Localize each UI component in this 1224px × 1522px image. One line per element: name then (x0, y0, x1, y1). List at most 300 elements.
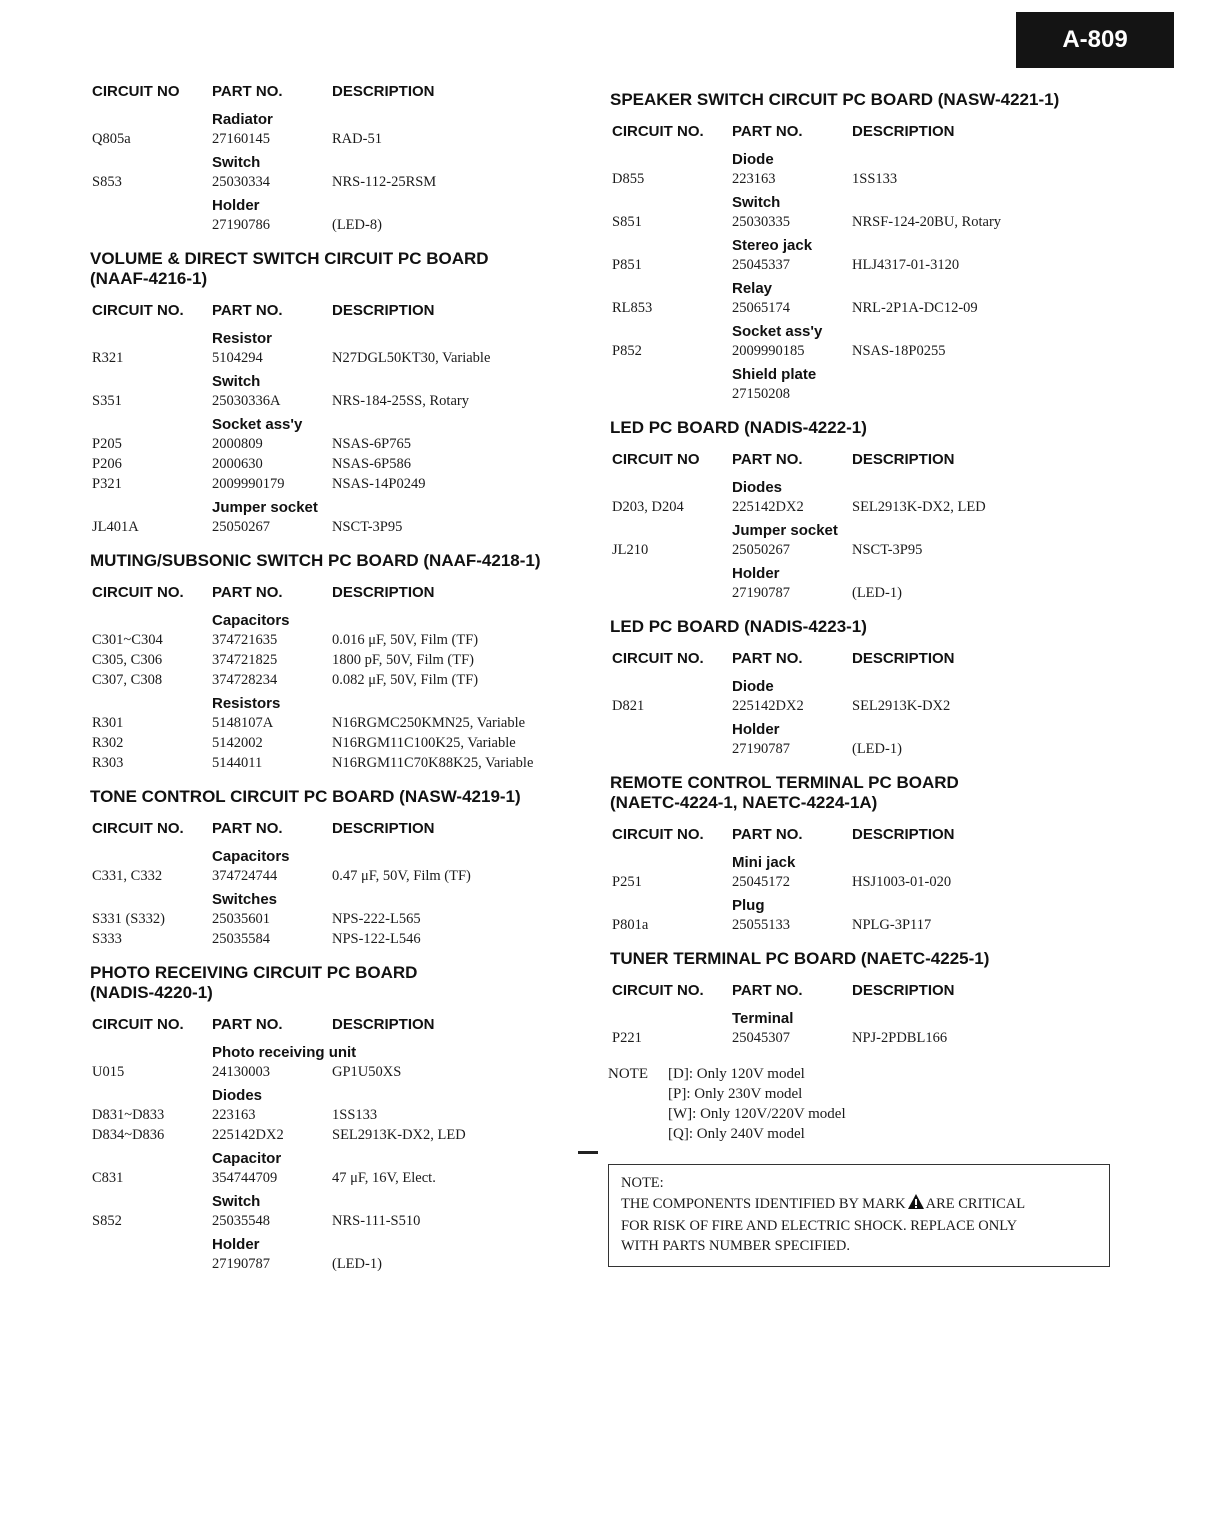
part-row (88, 866, 584, 886)
part-no: 2000630 (212, 456, 263, 472)
parts-list (608, 853, 1098, 935)
description: NPJ-2PDBL166 (852, 1030, 948, 1046)
description: NSCT-3P95 (332, 519, 403, 535)
left-column (88, 82, 584, 1288)
description: 0.082 μF, 50V, Film (TF) (332, 672, 479, 688)
circuit-no: D831~D833 (92, 1107, 165, 1123)
part-group (608, 521, 1098, 560)
section-title-line: PHOTO RECEIVING CIRCUIT PC BOARD (90, 963, 418, 982)
group-heading: Switch (212, 1193, 261, 1210)
part-group (88, 153, 584, 192)
part-no: 25035601 (212, 911, 270, 927)
circuit-no: C331, C332 (92, 868, 163, 884)
group-heading: Switch (212, 154, 261, 171)
part-no: 25035584 (212, 931, 270, 947)
circuit-no: C307, C308 (92, 672, 163, 688)
section-title (610, 949, 1098, 969)
section-title-line: LED PC BOARD (NADIS-4223-1) (610, 617, 867, 636)
warning-line: WITH PARTS NUMBER SPECIFIED. (621, 1238, 851, 1254)
part-row (608, 497, 1098, 517)
part-row (88, 1105, 584, 1125)
section-title (610, 418, 1098, 438)
part-row (88, 909, 584, 929)
description: 1SS133 (852, 171, 898, 187)
circuit-no: S853 (92, 174, 122, 190)
group-heading: Plug (732, 897, 765, 914)
part-row (608, 384, 1098, 404)
part-group (608, 365, 1098, 404)
part-row (88, 474, 584, 494)
circuit-no: JL401A (92, 519, 139, 535)
group-heading: Diodes (212, 1087, 263, 1104)
column-headers (608, 981, 1098, 1001)
header-description: DESCRIPTION (852, 451, 955, 468)
group-heading: Diodes (732, 479, 783, 496)
part-group (608, 677, 1098, 716)
column-headers (88, 1015, 584, 1035)
description: NRS-111-S510 (332, 1213, 421, 1229)
description (848, 384, 1098, 404)
circuit-no: S852 (92, 1213, 122, 1229)
part-no: 5144011 (212, 755, 263, 771)
description: HLJ4317-01-3120 (852, 257, 960, 273)
part-no: 25045172 (732, 874, 790, 890)
circuit-no: C301~C304 (92, 632, 163, 648)
part-no: 24130003 (212, 1064, 270, 1080)
part-no: 25045337 (732, 257, 790, 273)
section-title (610, 90, 1098, 110)
circuit-no (608, 583, 728, 603)
circuit-no: R301 (92, 715, 124, 731)
warning-line (621, 1193, 1097, 1216)
header-part: PART NO. (212, 1016, 283, 1033)
part-no: 225142DX2 (732, 698, 804, 714)
group-heading: Stereo jack (732, 237, 813, 254)
circuit-no: C305, C306 (92, 652, 163, 668)
part-row (608, 341, 1098, 361)
part-group (88, 890, 584, 949)
circuit-no: S331 (S332) (92, 911, 165, 927)
pc-board-section (608, 773, 1098, 935)
part-no: 27190787 (732, 741, 790, 757)
header-description: DESCRIPTION (332, 820, 435, 837)
part-row (88, 630, 584, 650)
description: NSAS-14P0249 (332, 476, 426, 492)
description: (LED-8) (332, 217, 382, 233)
part-row (608, 696, 1098, 716)
header-circuit: CIRCUIT NO. (612, 982, 704, 999)
part-group (88, 372, 584, 411)
group-heading: Photo receiving unit (212, 1044, 357, 1061)
parts-list (608, 478, 1098, 603)
note-line: [W]: Only 120V/220V model (668, 1106, 846, 1122)
left-top-section (88, 82, 584, 235)
section-title-line: (NAETC-4224-1, NAETC-4224-1A) (610, 793, 878, 812)
pc-board-section (608, 617, 1098, 759)
header-circuit: CIRCUIT NO. (92, 584, 184, 601)
description: N16RGM11C70K88K25, Variable (332, 755, 534, 771)
part-group (608, 896, 1098, 935)
part-group (608, 478, 1098, 517)
notes-label: NOTE (608, 1066, 648, 1082)
header-circuit: CIRCUIT NO. (92, 302, 184, 319)
part-row (608, 583, 1098, 603)
part-row (608, 739, 1098, 759)
header-description: DESCRIPTION (852, 123, 955, 140)
description: 1SS133 (332, 1107, 378, 1123)
part-group (88, 110, 584, 149)
group-heading: Jumper socket (212, 499, 318, 516)
header-description: DESCRIPTION (332, 1016, 435, 1033)
pc-board-section (88, 787, 584, 949)
part-row (608, 1028, 1098, 1048)
column-headers (608, 450, 1098, 470)
group-heading: Radiator (212, 111, 273, 128)
circuit-no: R302 (92, 735, 124, 751)
parts-list (608, 677, 1098, 759)
part-group (88, 1192, 584, 1231)
warning-line: FOR RISK OF FIRE AND ELECTRIC SHOCK. REPLACE ONLY (621, 1218, 1018, 1234)
part-group (608, 564, 1098, 603)
part-no: 2009990179 (212, 476, 285, 492)
part-row (88, 129, 584, 149)
group-heading: Switch (732, 194, 781, 211)
section-title (610, 773, 1098, 813)
part-no: 2009990185 (732, 343, 805, 359)
part-group (88, 1149, 584, 1188)
section-title-line: VOLUME & DIRECT SWITCH CIRCUIT PC BOARD (90, 249, 489, 268)
group-heading: Capacitor (212, 1150, 282, 1167)
circuit-no (88, 1254, 208, 1274)
right-sections (608, 90, 1098, 1048)
group-heading: Capacitors (212, 612, 290, 629)
right-column (608, 90, 1098, 1267)
part-group (88, 1235, 584, 1274)
group-heading: Socket ass'y (212, 416, 303, 433)
circuit-no: D834~D836 (92, 1127, 165, 1143)
part-group (88, 498, 584, 537)
circuit-no: P206 (92, 456, 122, 472)
group-heading: Holder (732, 565, 780, 582)
part-row (88, 434, 584, 454)
description: 0.016 μF, 50V, Film (TF) (332, 632, 479, 648)
part-no: 27160145 (212, 131, 270, 147)
description: GP1U50XS (332, 1064, 402, 1080)
warning-text-b: ARE CRITICAL (925, 1196, 1026, 1212)
description: NSCT-3P95 (852, 542, 923, 558)
group-heading: Resistor (212, 330, 273, 347)
parts-list (88, 847, 584, 949)
part-no: 25030336A (212, 393, 281, 409)
part-row (88, 391, 584, 411)
group-heading: Mini jack (732, 854, 796, 871)
circuit-no (88, 215, 208, 235)
part-row (88, 929, 584, 949)
header-circuit: CIRCUIT NO (612, 451, 700, 468)
left-sections (88, 249, 584, 1274)
pc-board-section (608, 90, 1098, 404)
part-no: 374728234 (212, 672, 278, 688)
description: NRS-112-25RSM (332, 174, 437, 190)
part-no: 25045307 (732, 1030, 790, 1046)
pc-board-section (88, 963, 584, 1274)
circuit-no: P251 (612, 874, 642, 890)
section-title-line: REMOTE CONTROL TERMINAL PC BOARD (610, 773, 959, 792)
circuit-no (608, 739, 728, 759)
circuit-no: JL210 (612, 542, 649, 558)
header-circuit: CIRCUIT NO. (612, 123, 704, 140)
description: NSAS-6P765 (332, 436, 411, 452)
description: SEL2913K-DX2, LED (852, 499, 986, 515)
margin-mark (578, 1151, 598, 1154)
pc-board-section (608, 949, 1098, 1048)
description: N16RGM11C100K25, Variable (332, 735, 516, 751)
part-no: 27190787 (212, 1256, 270, 1272)
header-description: DESCRIPTION (332, 302, 435, 319)
circuit-no: S851 (612, 214, 642, 230)
warning-title: NOTE: (621, 1175, 664, 1191)
part-row (88, 713, 584, 733)
description: NPS-122-L546 (332, 931, 421, 947)
section-title-line: TONE CONTROL CIRCUIT PC BOARD (NASW-4219-1) (90, 787, 521, 806)
circuit-no: D855 (612, 171, 645, 187)
header-part: PART NO. (732, 123, 803, 140)
header-part: PART NO. (732, 650, 803, 667)
part-no: 225142DX2 (732, 499, 804, 515)
section-title (90, 963, 584, 1003)
header-part: PART NO. (732, 451, 803, 468)
part-group (88, 415, 584, 494)
description: 0.47 μF, 50V, Film (TF) (332, 868, 471, 884)
circuit-no: U015 (92, 1064, 125, 1080)
circuit-no: C831 (92, 1170, 124, 1186)
part-no: 25035548 (212, 1213, 270, 1229)
part-group (608, 236, 1098, 275)
header-circuit: CIRCUIT NO. (612, 650, 704, 667)
circuit-no: P205 (92, 436, 122, 452)
part-no: 27190787 (732, 585, 790, 601)
description: NPLG-3P117 (852, 917, 932, 933)
column-headers (608, 649, 1098, 669)
parts-list (88, 611, 584, 773)
model-notes (608, 1064, 1098, 1144)
part-no: 374721825 (212, 652, 278, 668)
parts-list (608, 150, 1098, 404)
part-no: 25050267 (732, 542, 790, 558)
header-circuit: CIRCUIT NO (92, 83, 180, 100)
header-part: PART NO. (212, 302, 283, 319)
part-row (88, 1062, 584, 1082)
section-title-line: LED PC BOARD (NADIS-4222-1) (610, 418, 867, 437)
part-no: 354744709 (212, 1170, 278, 1186)
description: NSAS-18P0255 (852, 343, 946, 359)
section-title-line: SPEAKER SWITCH CIRCUIT PC BOARD (NASW-4221-1) (610, 90, 1060, 109)
header-part: PART NO. (212, 584, 283, 601)
header-circuit: CIRCUIT NO. (92, 820, 184, 837)
part-group (88, 329, 584, 368)
warning-triangle-icon (907, 1193, 925, 1216)
part-row (88, 1254, 584, 1274)
note-line: [D]: Only 120V model (668, 1066, 805, 1082)
part-no: 27190786 (212, 217, 270, 233)
group-heading: Holder (732, 721, 780, 738)
part-no: 25030334 (212, 174, 270, 190)
group-heading: Relay (732, 280, 773, 297)
part-row (88, 650, 584, 670)
part-group (608, 193, 1098, 232)
header-description: DESCRIPTION (852, 826, 955, 843)
parts-list (88, 1043, 584, 1274)
circuit-no (608, 384, 728, 404)
safety-warning-box (608, 1164, 1110, 1267)
header-description: DESCRIPTION (852, 650, 955, 667)
part-no: 27150208 (732, 386, 790, 402)
header-part: PART NO. (732, 982, 803, 999)
description: NPS-222-L565 (332, 911, 421, 927)
section-title (90, 787, 584, 807)
part-row (88, 172, 584, 192)
description: NRL-2P1A-DC12-09 (852, 300, 978, 316)
pc-board-section (88, 249, 584, 537)
circuit-no: P321 (92, 476, 122, 492)
circuit-no: RL853 (612, 300, 653, 316)
part-group (608, 279, 1098, 318)
note-line: [P]: Only 230V model (668, 1086, 803, 1102)
description: RAD-51 (332, 131, 382, 147)
column-headers (608, 825, 1098, 845)
description: NRS-184-25SS, Rotary (332, 393, 469, 409)
header-description: DESCRIPTION (852, 982, 955, 999)
parts-list (88, 329, 584, 537)
part-row (88, 733, 584, 753)
description: SEL2913K-DX2 (852, 698, 951, 714)
part-no: 25055133 (732, 917, 790, 933)
part-row (608, 298, 1098, 318)
part-no: 374724744 (212, 868, 278, 884)
part-group (608, 853, 1098, 892)
section-title-line: MUTING/SUBSONIC SWITCH PC BOARD (NAAF-4218-1) (90, 551, 541, 570)
section-title (610, 617, 1098, 637)
part-row (88, 454, 584, 474)
header-description: DESCRIPTION (332, 584, 435, 601)
part-no: 25065174 (732, 300, 790, 316)
circuit-no: R321 (92, 350, 124, 366)
section-title (90, 249, 584, 289)
part-group (88, 196, 584, 235)
circuit-no: D203, D204 (612, 499, 684, 515)
parts-list (608, 1009, 1098, 1048)
part-group (608, 322, 1098, 361)
group-heading: Switch (212, 373, 261, 390)
description: (LED-1) (852, 585, 902, 601)
description: (LED-1) (332, 1256, 382, 1272)
circuit-no: P851 (612, 257, 642, 273)
part-row (88, 348, 584, 368)
part-no: 5148107A (212, 715, 274, 731)
description: (LED-1) (852, 741, 902, 757)
part-group (88, 694, 584, 773)
part-row (88, 1125, 584, 1145)
part-no: 374721635 (212, 632, 278, 648)
circuit-no: P801a (612, 917, 649, 933)
part-no: 25030335 (732, 214, 790, 230)
part-no: 223163 (732, 171, 776, 187)
description: N16RGMC250KMN25, Variable (332, 715, 526, 731)
part-group (608, 720, 1098, 759)
part-no: 5142002 (212, 735, 263, 751)
circuit-no: S351 (92, 393, 122, 409)
column-headers (88, 301, 584, 321)
group-heading: Diode (732, 678, 774, 695)
header-part: PART NO. (212, 83, 283, 100)
part-row (608, 915, 1098, 935)
part-row (88, 1168, 584, 1188)
part-no: 223163 (212, 1107, 256, 1123)
description: HSJ1003-01-020 (852, 874, 952, 890)
part-row (608, 169, 1098, 189)
description: NRSF-124-20BU, Rotary (852, 214, 1002, 230)
group-heading: Socket ass'y (732, 323, 823, 340)
part-group (88, 1086, 584, 1145)
part-row (88, 1211, 584, 1231)
group-heading: Capacitors (212, 848, 290, 865)
group-heading: Holder (212, 1236, 260, 1253)
part-row (608, 255, 1098, 275)
circuit-no: S333 (92, 931, 122, 947)
group-heading: Jumper socket (732, 522, 838, 539)
page-label: A-809 (1016, 12, 1174, 68)
column-headers (88, 819, 584, 839)
part-no: 5104294 (212, 350, 263, 366)
part-row (88, 517, 584, 537)
circuit-no: P852 (612, 343, 642, 359)
group-heading: Shield plate (732, 366, 817, 383)
part-no: 25050267 (212, 519, 270, 535)
part-group (88, 847, 584, 886)
description: N27DGL50KT30, Variable (332, 350, 491, 366)
part-row (608, 872, 1098, 892)
group-heading: Holder (212, 197, 260, 214)
column-headers (88, 583, 584, 603)
circuit-no: R303 (92, 755, 124, 771)
part-row (608, 212, 1098, 232)
part-no: 2000809 (212, 436, 263, 452)
group-heading: Resistors (212, 695, 281, 712)
part-group (88, 1043, 584, 1082)
part-group (88, 611, 584, 690)
group-heading: Diode (732, 151, 774, 168)
part-no: 225142DX2 (212, 1127, 284, 1143)
part-group (608, 1009, 1098, 1048)
header-part: PART NO. (212, 820, 283, 837)
pc-board-section (88, 551, 584, 773)
header-description: DESCRIPTION (332, 83, 435, 100)
description: NSAS-6P586 (332, 456, 411, 472)
section-title (90, 551, 584, 571)
description: 1800 pF, 50V, Film (TF) (332, 652, 474, 668)
description: 47 μF, 16V, Elect. (332, 1170, 436, 1186)
part-row (88, 215, 584, 235)
header-part: PART NO. (732, 826, 803, 843)
pc-board-section (608, 418, 1098, 603)
circuit-no: Q805a (92, 131, 131, 147)
section-title-line: (NAAF-4216-1) (90, 269, 208, 288)
section-title-line: TUNER TERMINAL PC BOARD (NAETC-4225-1) (610, 949, 990, 968)
part-row (88, 753, 584, 773)
note-line: [Q]: Only 240V model (668, 1126, 805, 1142)
column-headers (88, 82, 584, 102)
circuit-no: D821 (612, 698, 645, 714)
